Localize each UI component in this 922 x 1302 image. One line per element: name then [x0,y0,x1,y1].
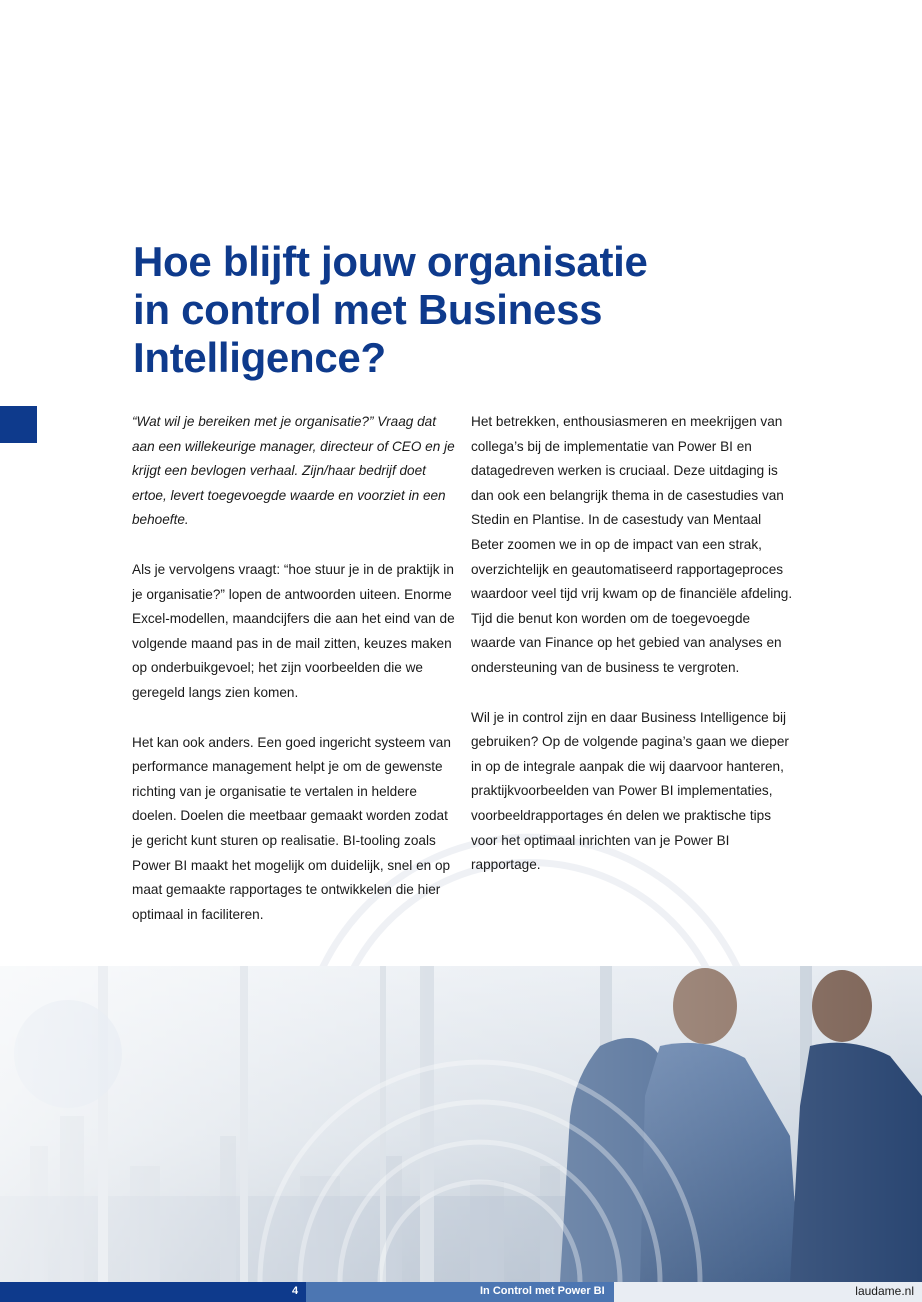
paragraph-next-pages: Wil je in control zijn en daar Business Intelligence bij gebruiken? Op de volgende pagina’s gaan we dieper in op de integrale aanpak die wij daarvoor hanteren, praktijkvoorbeelden van Power BI implementaties, voorbeeldrapportages én delen we praktische tips voor het optimaal inrichten van je Power BI rapportage. [471,709,789,873]
document-title: In Control met Power BI [480,1285,605,1297]
intro-rest: Vraag dat aan een willekeurige manager, directeur of CEO en je krijgt een bevlogen verhaal. Zijn/haar bedrijf doet ertoe, levert toegevoegde waarde en voorziet in een behoefte. [132,414,455,528]
accent-square [0,406,37,443]
title-line-2: in control met Business [133,286,603,333]
intro-quote: “Wat wil je bereiken met je organisatie?” [132,414,374,429]
title-line-1: Hoe blijft jouw organisatie [133,238,648,285]
paragraph-engagement: Het betrekken, enthousiasmeren en meekrijgen van collega’s bij de implementatie van Power BI en datagedreven werken is cruciaal. Deze uitdaging is dan ook een belangrijk thema in de casestudies van Stedin en Plantise. In de casestudy van Mentaal Beter zoomen we in op de impact van een strak, overzichtelijk en geautomatiseerd rapportageproces waardoor veel tijd vrij kwam op de financiële afdeling. Tijd die benut kon worden om de toegevoegde waarde van Finance op het gebied van analyses en ondersteuning van de business te vergroten. [471,414,793,675]
footer-bar-dark [0,1282,306,1302]
title-line-3: Intelligence? [133,334,386,381]
office-photo [0,966,922,1282]
paragraph-alternative: Het kan ook anders. Een goed ingericht systeem van performance management helpt je om de gewenste richting van je organisatie te vertalen in heldere doelen. Doelen die meetbaar gemaakt worden zodat je gericht kunt sturen op realisatie. BI-tooling zoals Power BI maakt het mogelijk om duidelijk, snel en op maat gemaakte rapportages te ontwikkelen die hier optimaal in faciliteren. [132,734,451,922]
right-column [471,410,793,903]
page-number: 4 [292,1285,299,1297]
left-column [132,410,462,952]
page-title [133,238,773,382]
website-link[interactable]: laudame.nl [855,1284,914,1298]
intro-paragraph [132,410,462,533]
page-footer [0,1282,922,1302]
paragraph-practice: Als je vervolgens vraagt: “hoe stuur je in de praktijk in je organisatie?” lopen de antwoorden uiteen. Enorme Excel-modellen, maandcijfers die aan het eind van de volgende maand pas in de mail zitten, keuzes maken op onderbuikgevoel; het zijn voorbeelden die we geregeld langs zien komen. [132,561,455,700]
